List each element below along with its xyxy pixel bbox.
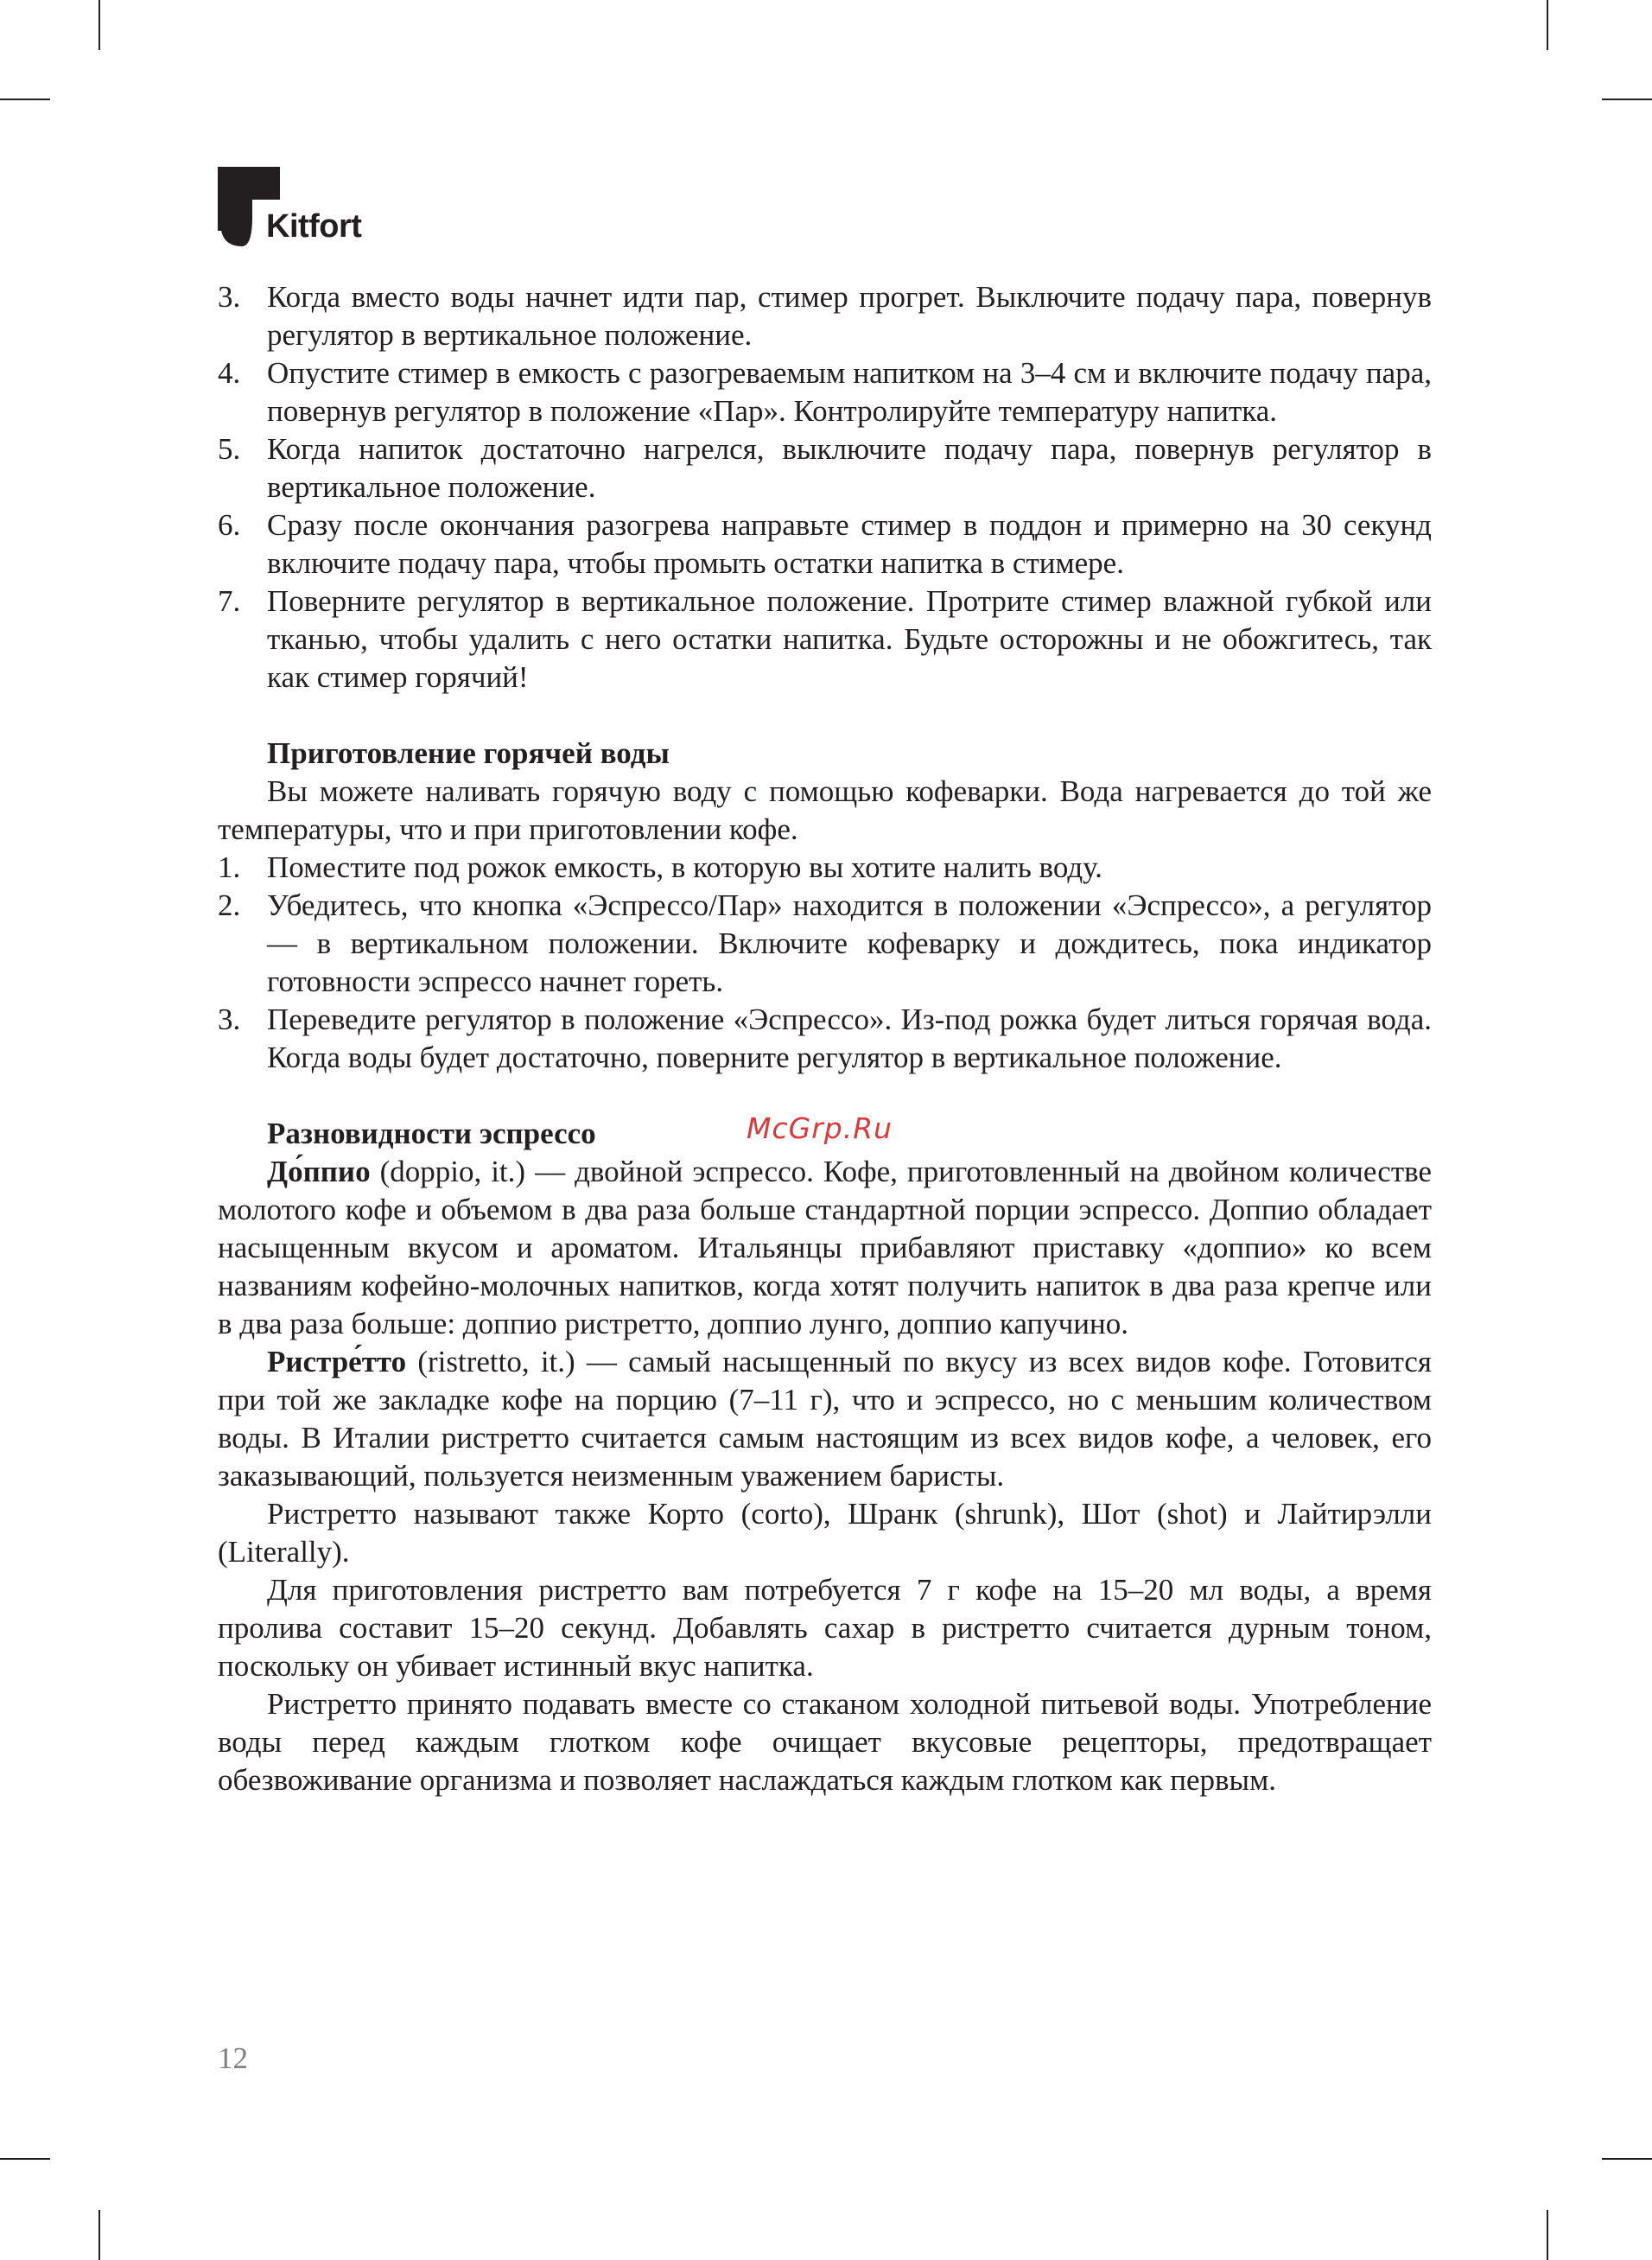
- crop-mark: [98, 0, 100, 50]
- ristretto-serving-paragraph: Ристретто принято подавать вместе со стаканом холодной питьевой воды. Употребление воды перед каждым глотком кофе очищает вкусовые рецепторы, предотвращает обезвоживание организма и позволяет наслаждаться каждым глотком как первым.: [218, 1687, 1432, 1797]
- page-number: 12: [218, 2041, 248, 2075]
- list-item: 5. Когда напиток достаточно нагрелся, выключите подачу пара, повернув регулятор в вертикальное положение.: [218, 432, 1432, 504]
- crop-mark: [1602, 2158, 1652, 2160]
- section-heading-hot-water: Приготовление горячей воды: [267, 736, 670, 770]
- section-heading-varieties: Разновидности эспрессо: [267, 1117, 596, 1150]
- ristretto-term: Ристре́тто: [267, 1345, 407, 1378]
- hot-water-steps-list: [218, 849, 1432, 1077]
- watermark-link[interactable]: McGrp.Ru: [747, 1111, 893, 1145]
- doppio-term: До́ппио: [267, 1155, 371, 1188]
- brand-name: Kitfort: [266, 208, 362, 245]
- doppio-paragraph: До́ппио (doppio, it.) — двойной эспрессо. Кофе, приготовленный на двойном количестве молотого кофе и объемом в два раза больше стандартной порции эспрессо. Доппио обладает насыщенным вкусом и ароматом. Итальянцы прибавляют приставку «доппио» ко всем названиям кофейно-молочных напитков, когда хотят получить напиток в два раза крепче или в два раза больше: доппио ристретто, доппио лунго, доппио капучино.: [218, 1155, 1432, 1340]
- list-item: 4. Опустите стимер в емкость с разогреваемым напитком на 3–4 см и включите подачу пара, повернув регулятор в положение «Пар». Контролируйте температуру напитка.: [218, 356, 1432, 428]
- ristretto-recipe-paragraph: Для приготовления ристретто вам потребуется 7 г кофе на 15–20 мл воды, а время пролива составит 15–20 секунд. Добавлять сахар в ристретто считается дурным тоном, поскольку он убивает истинный вкус напитка.: [218, 1573, 1432, 1683]
- list-item: 6. Сразу после окончания разогрева направьте стимер в поддон и примерно на 30 секунд включите подачу пара, чтобы промыть остатки напитка в стимере.: [218, 508, 1432, 580]
- crop-mark: [0, 2158, 50, 2160]
- hot-water-intro: Вы можете наливать горячую воду с помощью кофеварки. Вода нагревается до той же температуры, что и при приготовлении кофе.: [218, 774, 1432, 846]
- crop-mark: [0, 99, 50, 100]
- page-content: [218, 278, 1432, 1799]
- crop-mark: [1547, 2210, 1548, 2260]
- crop-mark: [1547, 0, 1548, 50]
- steam-steps-list: [218, 278, 1432, 697]
- crop-mark: [1602, 99, 1652, 100]
- list-item: 3. Когда вместо воды начнет идти пар, стимер прогрет. Выключите подачу пара, повернув регулятор в вертикальное положение.: [218, 280, 1432, 352]
- list-item: 7. Поверните регулятор в вертикальное положение. Протрите стимер влажной губкой или тканью, чтобы удалить с него остатки напитка. Будьте осторожны и не обожгитесь, так как стимер горячий!: [218, 584, 1432, 694]
- list-item: 1. Поместите под рожок емкость, в которую вы хотите налить воду.: [218, 850, 1102, 884]
- ristretto-names-paragraph: Ристретто называют также Корто (corto), Шранк (shrunk), Шот (shot) и Лайтирэлли (Literally).: [218, 1497, 1432, 1569]
- list-item: 2. Убедитесь, что кнопка «Эспрессо/Пар» находится в положении «Эспрессо», а регулятор — в вертикальном положении. Включите кофеварку и дождитесь, пока индикатор готовности эспрессо начнет гореть.: [218, 888, 1432, 998]
- list-item: 3. Переведите регулятор в положение «Эспрессо». Из-под рожка будет литься горячая вода. Когда воды будет достаточно, поверните регулятор в вертикальное положение.: [218, 1003, 1432, 1074]
- crop-mark: [98, 2210, 100, 2260]
- ristretto-paragraph: Ристре́тто (ristretto, it.) — самый насыщенный по вкусу из всех видов кофе. Готовится при той же закладке кофе на порцию (7–11 г), что и эспрессо, но с меньшим количеством воды. В Италии ристретто считается самым настоящим из всех видов кофе, а человек, его заказывающий, пользуется неизменным уважением баристы.: [218, 1345, 1432, 1493]
